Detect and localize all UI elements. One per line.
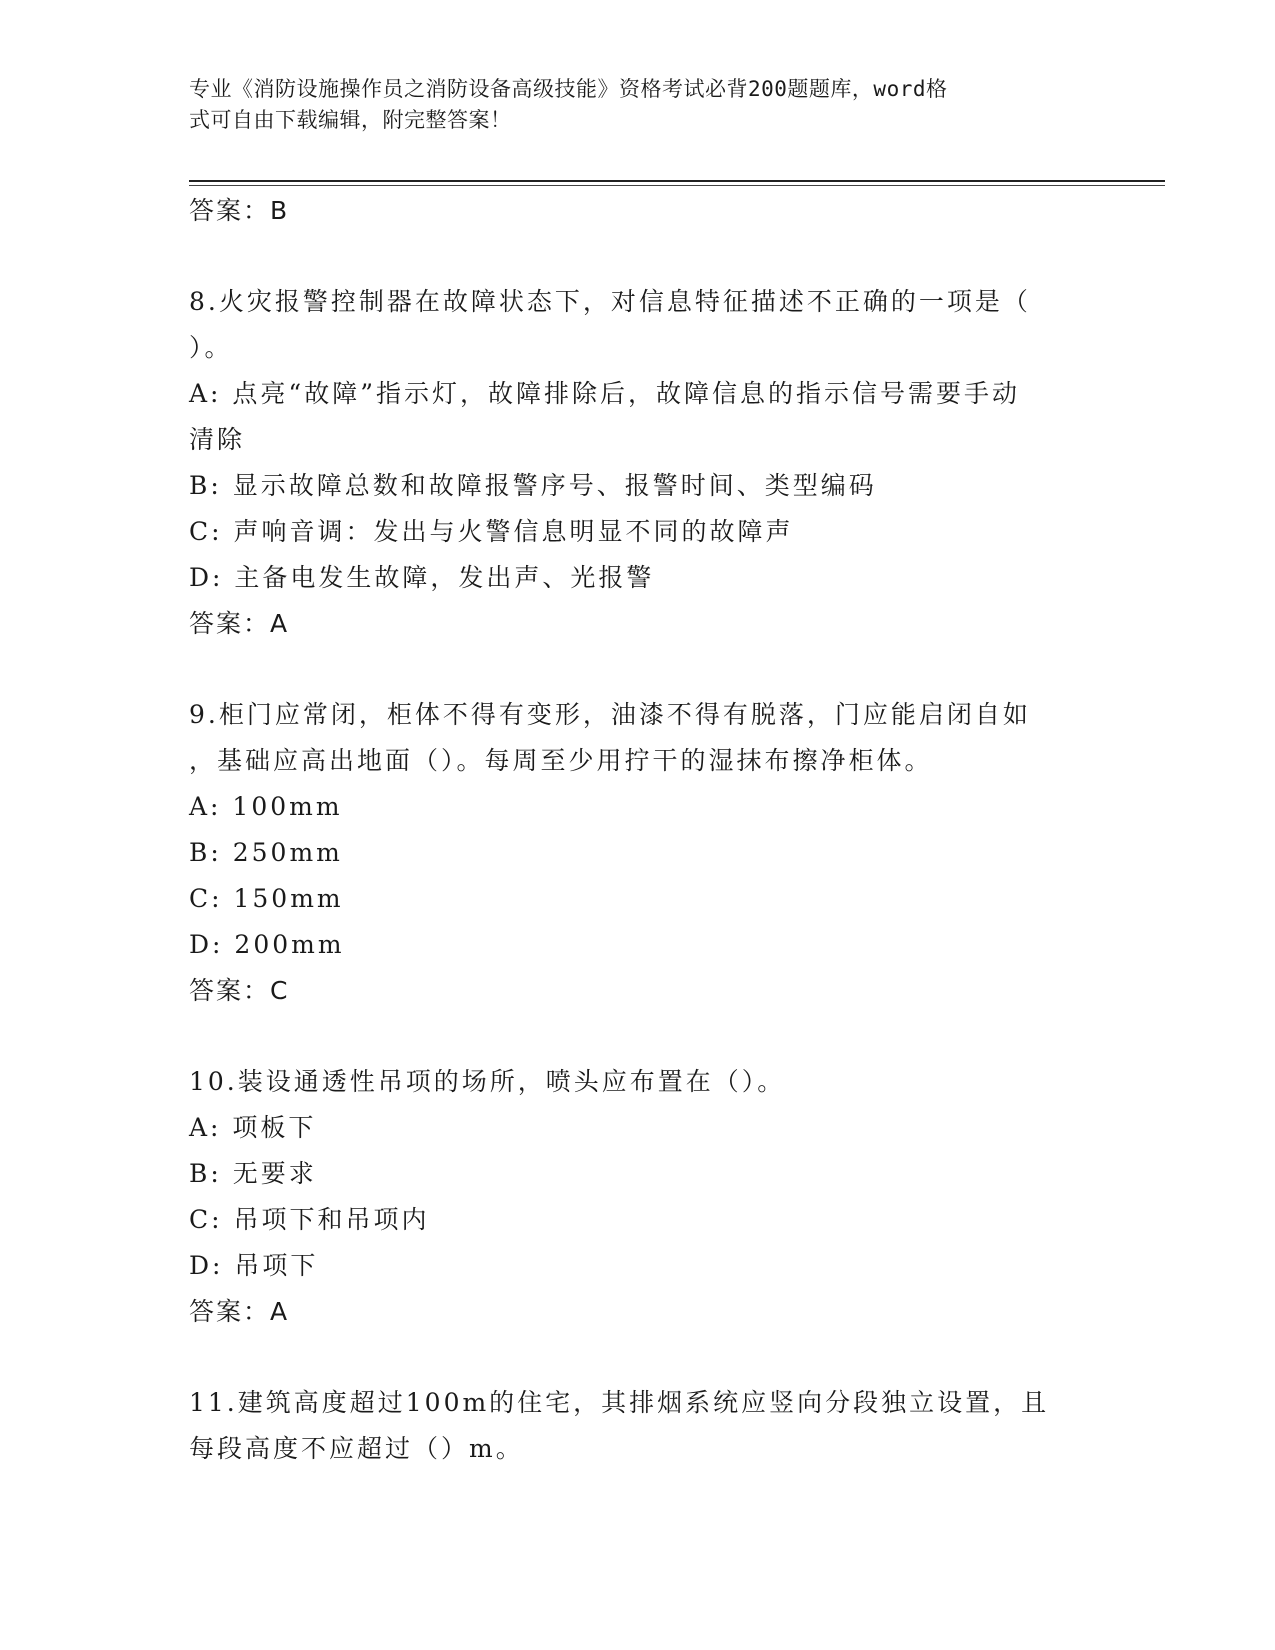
question-stem: 11.建筑高度超过100m的住宅，其排烟系统应竖向分段独立设置，且 <box>189 1388 1050 1417</box>
question-stem: 10.装设通透性吊项的场所，喷头应布置在（）。 <box>189 1067 786 1096</box>
header-divider <box>189 180 1165 182</box>
option-c: C: 150mm <box>189 884 344 913</box>
option-c: C: 声响音调：发出与火警信息明显不同的故障声 <box>189 517 794 546</box>
option-d: D: 主备电发生故障，发出声、光报警 <box>189 563 655 592</box>
question-stem: 每段高度不应超过（）m。 <box>189 1434 524 1463</box>
question-stem: 8.火灾报警控制器在故障状态下，对信息特征描述不正确的一项是（ <box>189 287 1031 316</box>
option-a-cont: 清除 <box>189 425 246 454</box>
option-a: A: 100mm <box>189 792 343 821</box>
option-d: D: 吊项下 <box>189 1251 319 1280</box>
option-d: D: 200mm <box>189 930 345 959</box>
header-line-2: 式可自由下载编辑，附完整答案！ <box>189 108 512 132</box>
header-line-1: 专业《消防设施操作员之消防设备高级技能》资格考试必背200题题库，word格 <box>189 77 948 101</box>
option-c: C: 吊项下和吊项内 <box>189 1205 430 1234</box>
question-stem: ，基础应高出地面（）。每周至少用拧干的湿抹布擦净柜体。 <box>189 746 933 775</box>
question-item <box>189 279 1089 647</box>
option-b: B: 显示故障总数和故障报警序号、报警时间、类型编码 <box>189 471 877 500</box>
option-a: A: 项板下 <box>189 1113 317 1142</box>
document-header <box>189 74 1069 136</box>
header-divider-thin <box>189 185 1165 186</box>
answer-line: 答案：A <box>189 1297 290 1326</box>
option-b: B: 无要求 <box>189 1159 317 1188</box>
question-item <box>189 1380 1089 1472</box>
option-a: A: 点亮“故障”指示灯，故障排除后，故障信息的指示信号需要手动 <box>189 379 1020 408</box>
option-b: B: 250mm <box>189 838 343 867</box>
question-stem: ）。 <box>189 333 233 362</box>
question-item <box>189 1059 1089 1335</box>
question-item <box>189 692 1089 1014</box>
answer-line: 答案：A <box>189 609 290 638</box>
answer-line: 答案：C <box>189 976 290 1005</box>
question-stem: 9.柜门应常闭，柜体不得有变形，油漆不得有脱落，门应能启闭自如 <box>189 700 1031 729</box>
answer-line: 答案：B <box>189 196 290 225</box>
question-list <box>189 188 1089 1472</box>
